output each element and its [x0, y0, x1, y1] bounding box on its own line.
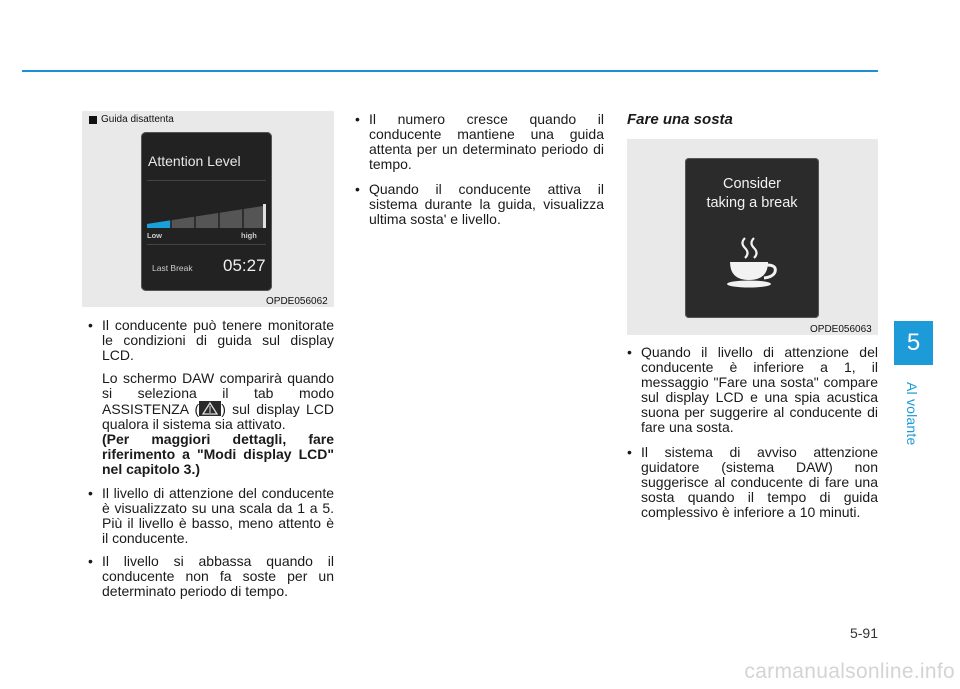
list-item-text: Il numero cresce quando il conducente mantiene una guida attenta per un determinato periodo di tempo.: [369, 111, 604, 172]
chapter-title: Al volante: [904, 382, 920, 446]
list-item-text: Il livello di attenzione del conducente è visualizzato su una scala da 1 a 5. Più il livello è basso, meno attento è il conducente.: [102, 485, 334, 546]
list-item: [88, 486, 334, 546]
assist-mode-icon: [199, 401, 221, 416]
coffee-cup-icon: [723, 232, 783, 292]
figure-code: OPDE056063: [810, 324, 872, 335]
list-item: [355, 112, 604, 172]
page-number: 5-91: [849, 625, 878, 641]
header-rule: [22, 70, 878, 72]
bullet: •: [88, 485, 93, 501]
last-break-label: Last Break: [152, 263, 193, 273]
list-item-text: Quando il conducente attiva il sistema durante la guida, visualizza ultima sosta' e livello.: [369, 181, 604, 227]
screen-divider: [147, 180, 266, 181]
gauge-high-label: high: [241, 231, 257, 240]
bullet: •: [88, 553, 93, 569]
square-bullet-icon: [89, 116, 97, 124]
screen-divider: [147, 244, 266, 245]
bullet: •: [355, 181, 360, 197]
list-item-text: Il livello si abbassa quando il conducente non fa soste per un determinato periodo di tempo.: [102, 553, 334, 599]
lcd-screen: [685, 158, 819, 318]
break-message-line: Consider: [722, 176, 782, 192]
bullet: •: [627, 344, 632, 360]
bullet: •: [355, 111, 360, 127]
lcd-screen: [141, 132, 272, 291]
list-item: [88, 318, 334, 477]
figure-code: OPDE056062: [266, 296, 328, 307]
section-heading: Fare una sosta: [627, 111, 733, 128]
bullet: •: [88, 317, 93, 333]
paragraph: [102, 371, 334, 432]
list-item-text: Il sistema di avviso attenzione guidatore (sistema DAW) non suggerisce al conducente di fare una sosta quando il tempo di guida complessivo è inferiore a 10 minuti.: [641, 444, 878, 520]
list-item: [627, 345, 878, 435]
paragraph-text: Lo schermo DAW comparirà quando si seleziona il tab modo ASSISTENZA (: [102, 370, 334, 417]
watermark: carmanualsonline.info: [744, 660, 955, 683]
list-item-text: Quando il livello di attenzione del conducente è inferiore a 1, il messaggio "Fare una sosta" compare sul display LCD e una spia acustica suona per suggerire al conducente di fare una sosta.: [641, 344, 878, 435]
gauge-low-label: Low: [147, 231, 162, 240]
list-item: [627, 445, 878, 520]
list-item: [88, 554, 334, 599]
figure-take-break: [627, 139, 878, 335]
figure-caption: [89, 114, 174, 125]
figure-attention-level: [82, 111, 334, 307]
screen-title: Attention Level: [148, 153, 241, 169]
figure-caption-text: Guida disattenta: [101, 114, 174, 125]
bullet: •: [627, 444, 632, 460]
chapter-number-tab: 5: [894, 321, 933, 365]
reference-note: (Per maggiori dettagli, fare riferimento a "Modi display LCD" nel capitolo 3.): [102, 431, 334, 477]
attention-level-gauge: [147, 204, 267, 230]
break-message-line: taking a break: [706, 195, 798, 211]
list-item: [355, 182, 604, 227]
last-break-time: 05:27: [223, 256, 266, 275]
break-message: [689, 175, 815, 213]
list-item-text: Il conducente può tenere monitorate le condizioni di guida sul display LCD.: [102, 317, 334, 363]
gauge-fill: [147, 220, 170, 228]
paragraph-text: ) sul display LCD qualora il sistema sia attivato.: [102, 401, 334, 432]
